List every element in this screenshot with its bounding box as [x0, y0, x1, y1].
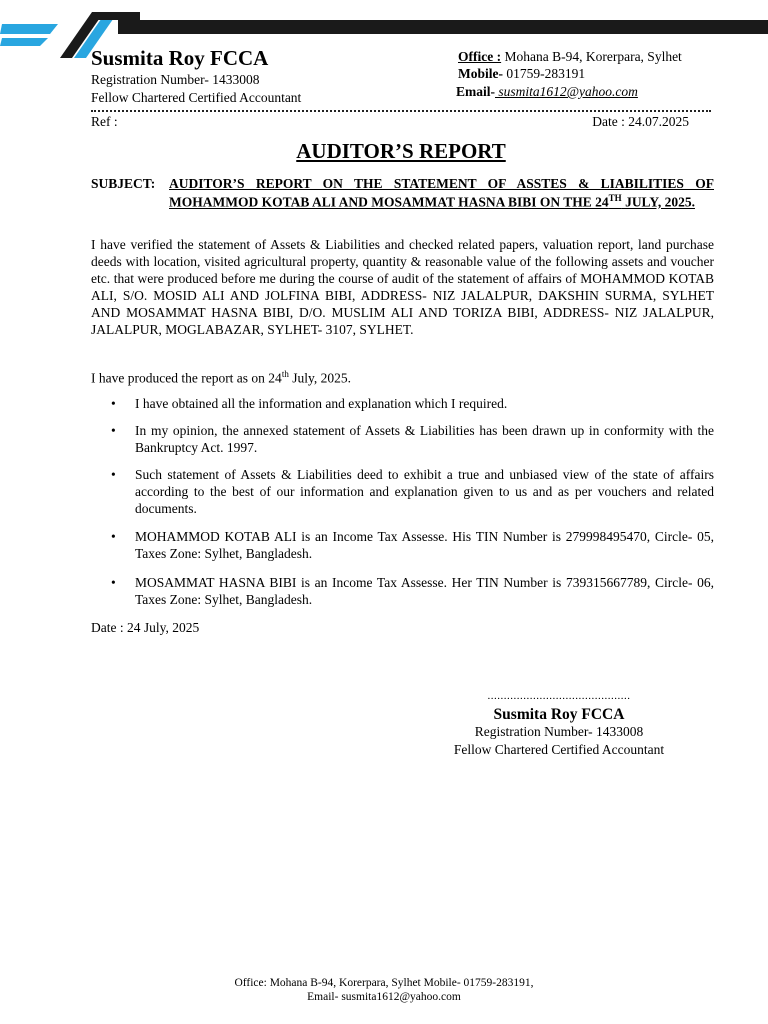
bullet-icon: • [111, 529, 116, 544]
bullet-item [91, 528, 714, 562]
header-designation: Fellow Chartered Certified Accountant [91, 90, 302, 105]
subject-text-main: AUDITOR’S REPORT ON THE STATEMENT OF ASSTES & LIABILITIES OF MOHAMMOD KOTAB ALI AND MOSAMMAT HASNA BIBI ON THE 24 [169, 176, 714, 210]
bullet-text: Such statement of Assets & Liabilities deed to exhibit a true and unbiased view of the state of affairs according to the best of our information and explanation given to us and as per vouchers and related documents. [135, 467, 714, 516]
bullet-text: I have obtained all the information and explanation which I required. [135, 396, 508, 411]
paragraph-produced [91, 366, 714, 387]
email-label: Email- [456, 84, 495, 99]
subject-text-sup: TH [608, 193, 622, 203]
subject [91, 176, 714, 210]
bullet-icon: • [111, 575, 116, 590]
bullet-icon: • [111, 396, 116, 411]
paragraph-produced-sup: th [281, 369, 289, 379]
office-value: Mohana B-94, Korerpara, Sylhet [501, 49, 682, 64]
header-registration: Registration Number- 1433008 [91, 72, 260, 87]
dotted-divider [91, 110, 711, 112]
ref-label: Ref : [91, 114, 118, 129]
mobile-value: 01759-283191 [503, 66, 586, 81]
paragraph-produced-before: I have produced the report as on 24 [91, 370, 282, 386]
bullet-item [91, 466, 714, 517]
header-email [456, 84, 638, 100]
date-top: Date : 24.07.2025 [592, 114, 689, 129]
header-mobile [458, 66, 585, 82]
bullet-text: MOSAMMAT HASNA BIBI is an Income Tax Assesse. Her TIN Number is 739315667789, Circle- 06, Taxes Zone: Sylhet, Bangladesh. [135, 575, 714, 607]
bullet-text: MOHAMMOD KOTAB ALI is an Income Tax Assesse. His TIN Number is 279998495470, Circle- 05, Taxes Zone: Sylhet, Bangladesh. [135, 529, 714, 561]
header-office [458, 49, 682, 65]
bullet-icon: • [111, 423, 116, 438]
paragraph-verification: I have verified the statement of Assets & Liabilities and checked related papers, valuation report, land purchase deeds with location, visited agricultural property, quantity & reasonable value of the following assets and voucher etc. that were produced before me during the course of audit of the statement of affairs of MOHAMMOD KOTAB ALI, S/O. MOSID ALI AND JOLFINA BIBI, ADDRESS- NIZ JALALPUR, DAKSHIN SURMA, SYLHET AND MOSAMMAT HASNA BIBI, D/O. MUSLIM ALI AND TORIZA BIBI, ADDRESS- NIZ JALALPUR, JALALPUR, MOGLABAZAR, SYLHET- 3107, SYLHET. [91, 237, 714, 337]
mobile-label: Mobile- [458, 66, 503, 81]
bullet-item [91, 395, 714, 412]
header-bar [118, 20, 768, 34]
bullet-icon: • [111, 467, 116, 482]
bullet-item [91, 422, 714, 456]
signature-line: ............................................ [487, 690, 631, 702]
footer-email: Email- susmita1612@yahoo.com [307, 991, 461, 1003]
bullet-text: In my opinion, the annexed statement of Assets & Liabilities has been drawn up in conformity with the Bankruptcy Act. 1997. [135, 423, 714, 455]
report-title: AUDITOR’S REPORT [296, 139, 506, 163]
office-label: Office : [458, 49, 502, 64]
subject-label: SUBJECT: [91, 176, 156, 191]
footer-address: Office: Mohana B-94, Korerpara, Sylhet Mobile- 01759-283191, [234, 977, 534, 989]
bullet-item [91, 574, 714, 608]
subject-text [169, 176, 714, 210]
paragraph-produced-after: July, 2025. [288, 370, 351, 386]
date-bottom: Date : 24 July, 2025 [91, 620, 200, 635]
signature-name: Susmita Roy FCCA [493, 706, 625, 723]
signature-registration: Registration Number- 1433008 [474, 724, 644, 739]
email-value[interactable]: susmita1612@yahoo.com [495, 84, 638, 99]
subject-text-end: JULY, 2025. [621, 194, 695, 210]
header-name: Susmita Roy FCCA [91, 46, 269, 70]
signature-designation: Fellow Chartered Certified Accountant [453, 742, 665, 757]
